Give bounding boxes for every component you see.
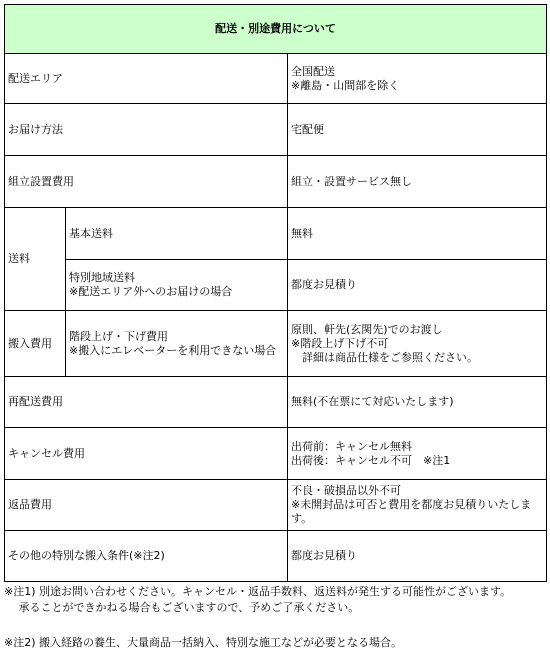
note-1-line-1: ※注1) 別途お問い合わせください。キャンセル・返品手数料、返送料が発生する可能性がございます。 [4, 585, 512, 598]
note-1-line-2: 承ることができかねる場合もございますので、予めご了承ください。 [4, 601, 360, 614]
method-value: 宅配便 [288, 104, 547, 156]
table-row [5, 531, 547, 582]
table-row [5, 377, 547, 428]
table-row [5, 208, 547, 260]
assembly-label: 組立設置費用 [5, 156, 288, 208]
carry-in-label: 搬入費用 [5, 311, 66, 377]
table-row [5, 480, 547, 531]
returns-value: 不良・破損品以外不可 ※未開封品は可否と費用を都度お見積りいたします。 [288, 480, 547, 531]
redelivery-label: 再配送費用 [5, 377, 288, 428]
table-row [5, 156, 547, 208]
cancel-value: 出荷前：キャンセル無料 出荷後：キャンセル不可 ※注1 [288, 428, 547, 480]
page-title: 配送・別途費用について [5, 5, 547, 54]
table-row [5, 428, 547, 480]
shipping-label: 送料 [5, 208, 66, 311]
area-value: 全国配送 ※離島・山間部を除く [288, 54, 547, 104]
returns-label: 返品費用 [5, 480, 288, 531]
assembly-value: 組立・設置サービス無し [288, 156, 547, 208]
table-row [5, 104, 547, 156]
carry-in-value: 原則、軒先(玄関先)でのお渡し ※階段上げ下げ不可 詳細は商品仕様をご参照ください。 [288, 311, 547, 377]
table-row [5, 54, 547, 104]
table-row [5, 311, 547, 377]
other-label: その他の特別な搬入条件(※注2) [5, 531, 288, 582]
shipping-fees-table [4, 4, 547, 582]
method-label: お届け方法 [5, 104, 288, 156]
title-row [5, 5, 547, 54]
cancel-label: キャンセル費用 [5, 428, 288, 480]
special-shipping-value: 都度お見積り [288, 260, 547, 311]
other-value: 都度お見積り [288, 531, 547, 582]
carry-in-sub-label: 階段上げ・下げ費用 ※搬入にエレベーターを利用できない場合 [66, 311, 288, 377]
area-label: 配送エリア [5, 54, 288, 104]
special-shipping-label: 特別地域送料 ※配送エリア外へのお届けの場合 [66, 260, 288, 311]
table-row [5, 260, 547, 311]
note-2: ※注2) 搬入経路の養生、大量商品一括納入、特別な施工などが必要となる場合。 [4, 636, 403, 649]
basic-shipping-label: 基本送料 [66, 208, 288, 260]
footnotes [4, 584, 546, 651]
basic-shipping-value: 無料 [288, 208, 547, 260]
redelivery-value: 無料(不在票にて対応いたします) [288, 377, 547, 428]
